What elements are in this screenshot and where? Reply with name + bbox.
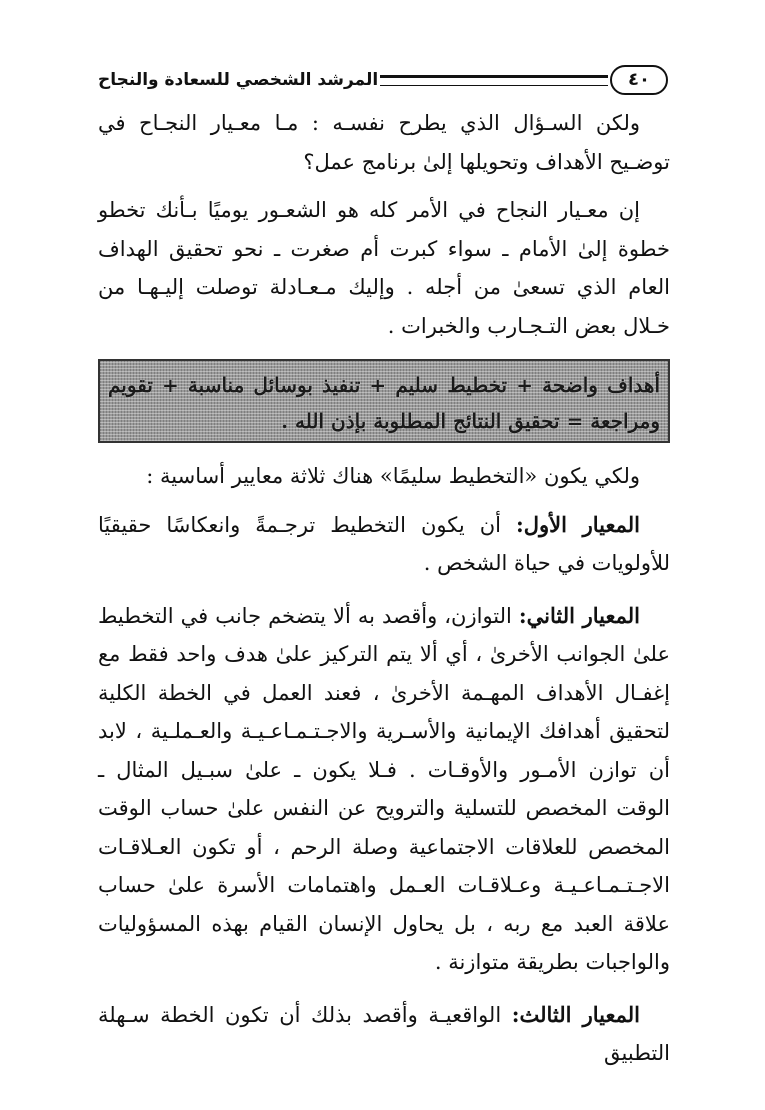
criterion-1-text: أن يكون التخطيط ترجـمةً وانعكاسًا حقيقيًا للأولويات في حياة الشخص . <box>98 512 670 575</box>
page-number: ٤٠ <box>610 65 668 95</box>
criterion-3-text: الواقعيـة وأقصد بذلك أن تكون الخطة سـهلة التطبيق <box>98 1002 670 1065</box>
running-header <box>92 62 670 98</box>
paragraph-criterion-2 <box>98 597 670 982</box>
criterion-2-label: المعيار الثاني: <box>518 602 640 628</box>
criterion-2-text: التوازن، وأقصد به ألا يتضخم جانب في التخطيط علىٰ الجوانب الأخرىٰ ، أي ألا يتم التركيز علىٰ هدف واحد فقط مع إغفـال الأهداف المهـمة الأخرىٰ ، فعند العمل في الخطة الكلية لتحقيق أهدافك الإيمانية والأسـرية والاجـتـمـاعـيـة والعـملـية ، لابد أن توازن الأمـور والأوقـات . فـلا يكون ـ علىٰ سبـيل المثال ـ الوقت المخصص للتسلية والترويح عن النفس علىٰ حساب الوقت المخصص للعلاقات الاجتماعية وصلة الرحم ، أو تكون العـلاقـات الاجـتـمـاعـيـة وعـلاقـات العـمل واهتمامات الأسرة علىٰ حساب علاقة العبد مع ربه ، بل يحاول الإنسان القيام بهذه المسؤوليات والواجبات بطريقة متوازنة . <box>98 603 670 974</box>
paragraph-criterion-3 <box>98 996 670 1073</box>
paragraph-success-criterion: إن معـيار النجاح في الأمر كله هو الشعـور يوميًا بـأنك تخطو خطوة إلىٰ الأمام ـ سواء كبرت أم صغرت ـ نحو تحقيق الهداف العام الذي تسعىٰ من أجله . وإليك مـعـادلة توصلت إليـهـا من خـلال بعض التـجـارب والخبرات . <box>98 198 670 338</box>
criterion-1-label: المعيار الأول: <box>515 511 640 537</box>
header-rule <box>380 75 608 86</box>
paragraph-question: ولكن السـؤال الذي يطرح نفسـه : مـا معـيار النجـاح في توضـيح الأهداف وتحويلها إلىٰ برنامج عمل؟ <box>98 111 670 174</box>
paragraph-criterion-1 <box>98 506 670 583</box>
equation-callout: أهداف واضحة + تخطيط سليم + تنفيذ بوسائل مناسبة + تقويم ومراجعة = تحقيق النتائج المطلوبة بإذن الله . <box>98 359 670 443</box>
paragraph-three-criteria: ولكي يكون «التخطيط سليمًا» هناك ثلاثة معايير أساسية : <box>146 464 640 488</box>
running-title: المرشد الشخصي للسعادة والنجاح <box>98 70 379 90</box>
criterion-3-label: المعيار الثالث: <box>511 1001 640 1027</box>
page-body <box>98 104 670 1087</box>
